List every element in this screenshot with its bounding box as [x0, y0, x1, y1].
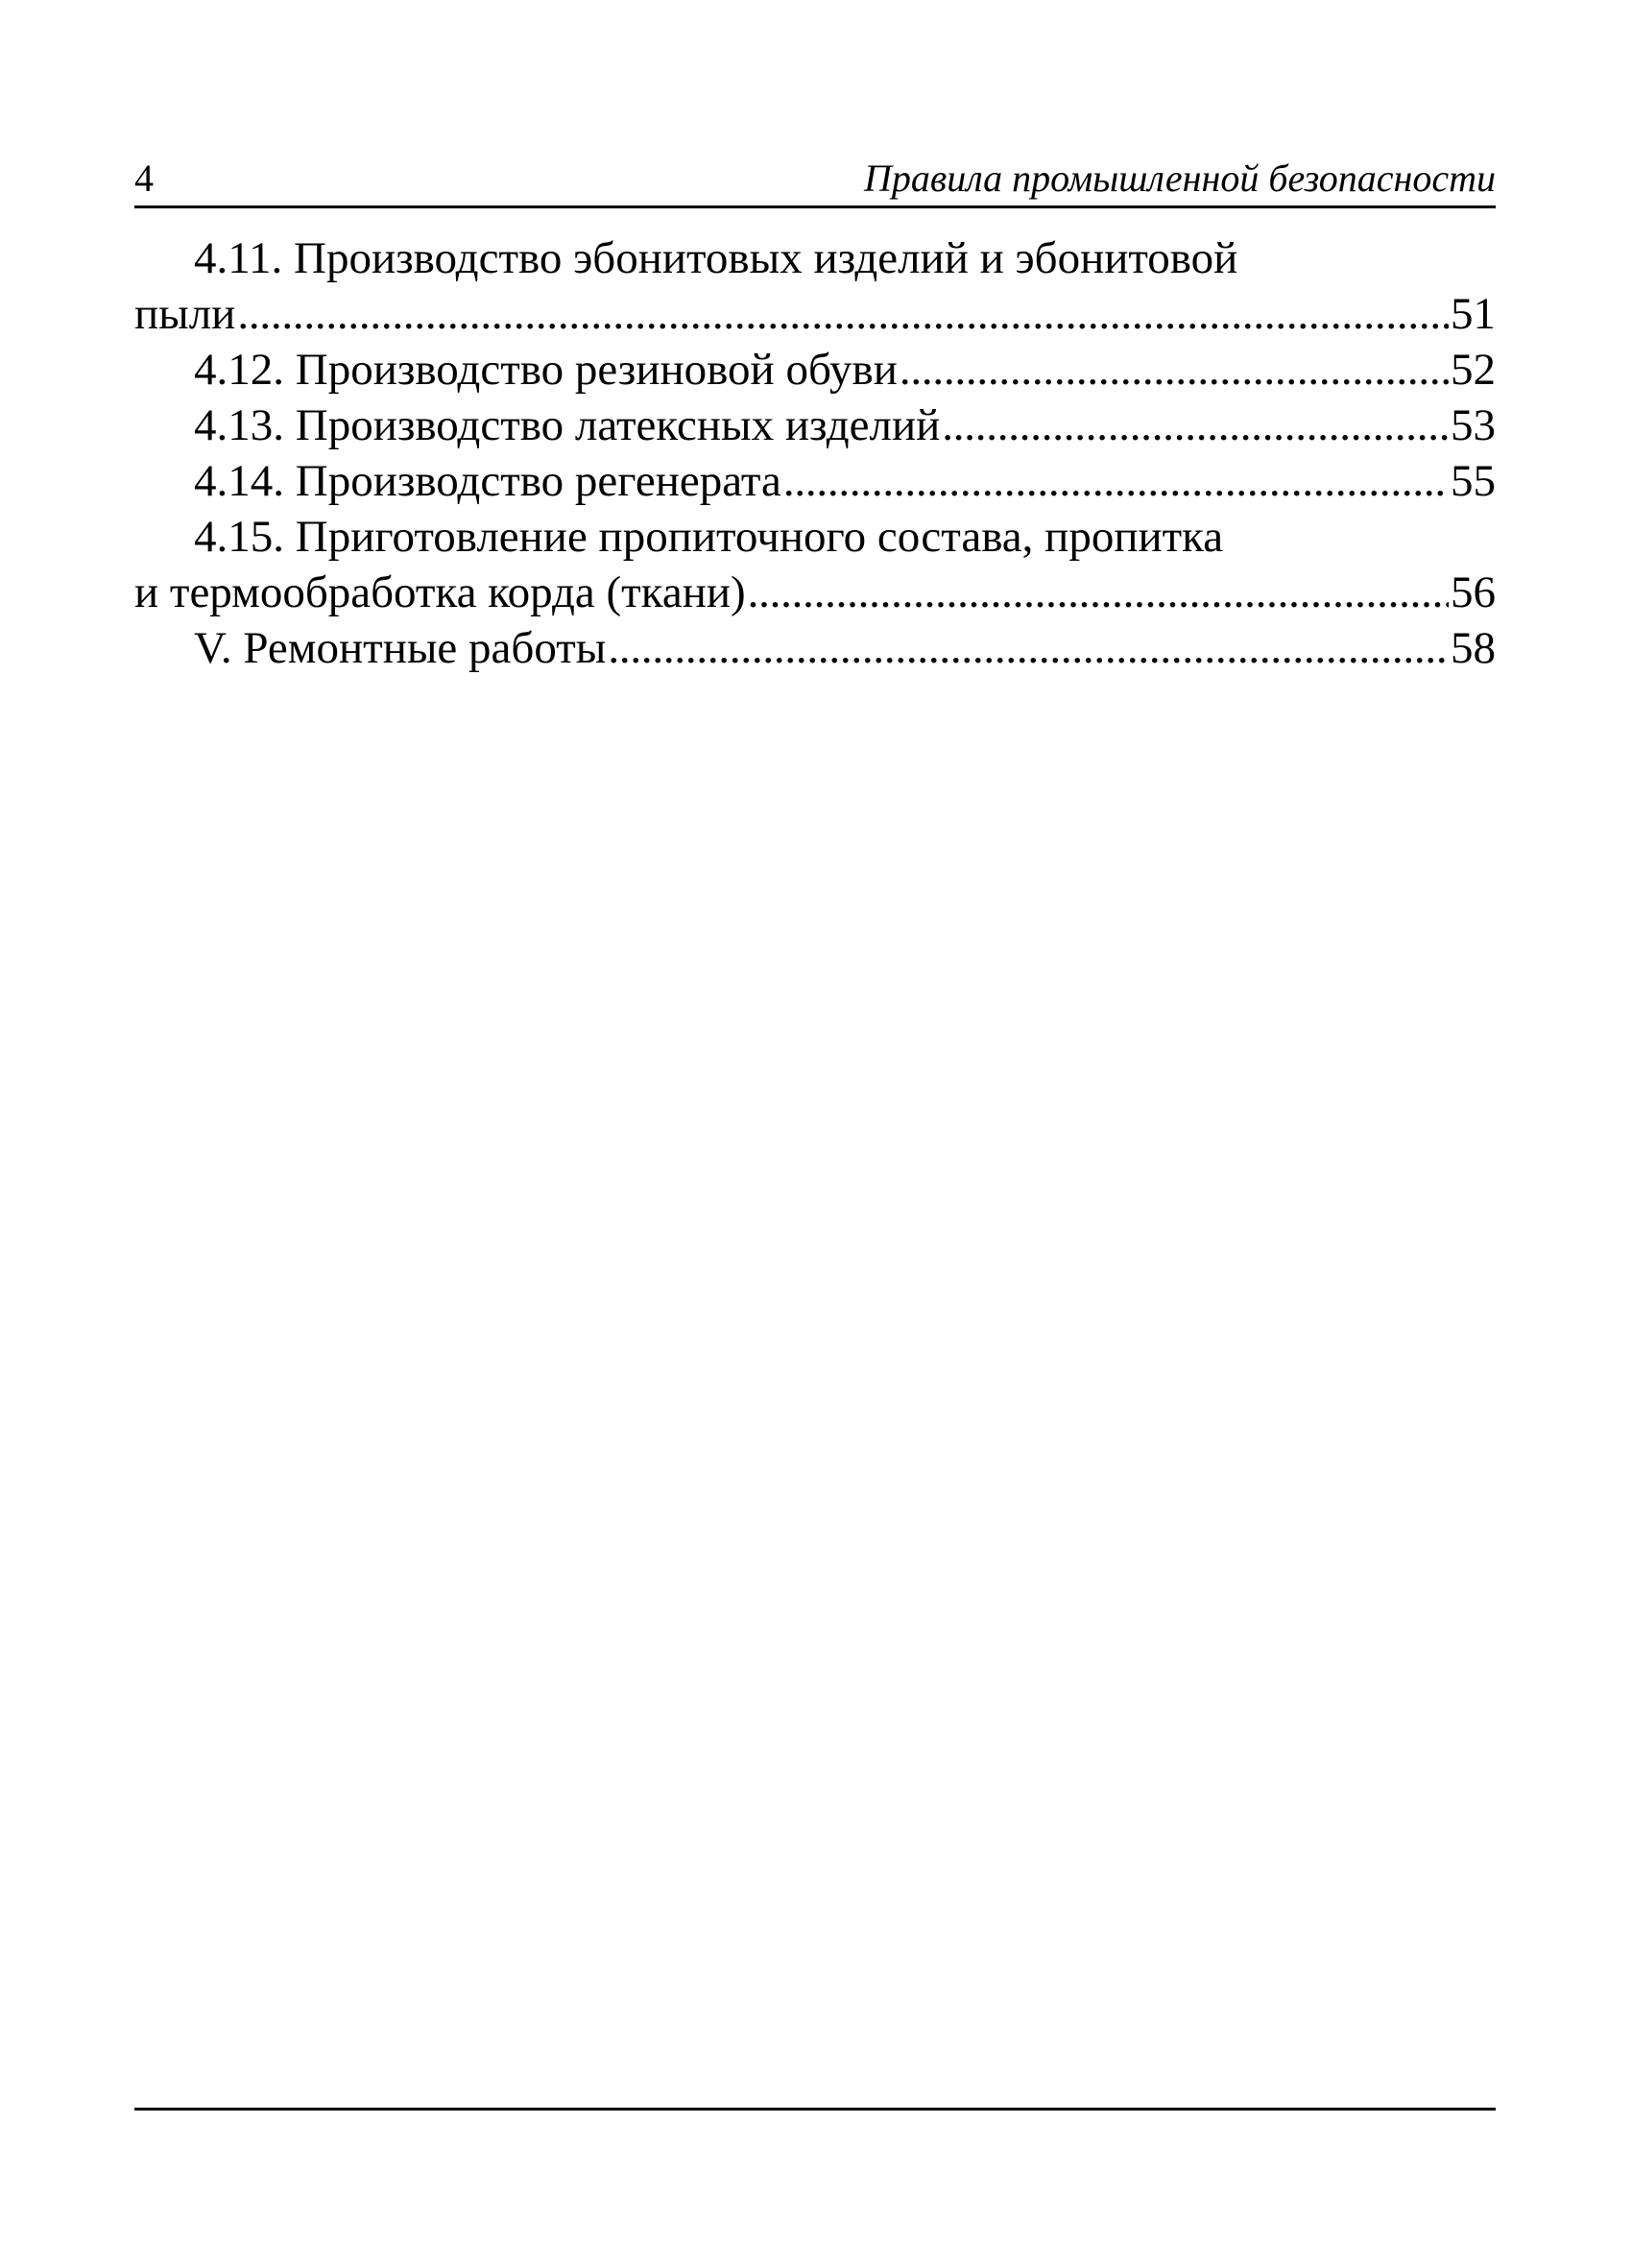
toc-entry-title: и термообработка корда (ткани) — [134, 567, 746, 617]
toc-entry-title: 4.14. Производство регенерата — [194, 456, 781, 506]
toc-entry-4-14[interactable] — [134, 453, 1496, 509]
toc-entry-4-12[interactable] — [134, 342, 1496, 398]
toc-entry-title: V. Ремонтные работы — [194, 623, 607, 673]
dot-leader — [783, 453, 1449, 509]
toc-entry-page: 53 — [1451, 400, 1496, 450]
footer-rule — [134, 2108, 1496, 2111]
toc-entry-title: 4.12. Производство резиновой обуви — [194, 345, 898, 395]
toc-entry-4-13[interactable] — [134, 398, 1496, 453]
toc-entry-4-15-line1[interactable] — [134, 509, 1496, 565]
page-header — [134, 152, 1496, 208]
toc-entry-v[interactable] — [134, 620, 1496, 676]
toc-entry-title: пыли — [134, 289, 236, 339]
dot-leader — [748, 565, 1449, 620]
toc-entry-4-15-line2[interactable] — [134, 565, 1496, 620]
dot-leader — [608, 620, 1449, 676]
toc-entry-4-11-line1[interactable] — [134, 230, 1496, 286]
dot-leader — [237, 286, 1449, 342]
toc-entry-page: 56 — [1451, 567, 1496, 617]
toc-entry-title: 4.11. Производство эбонитовых изделий и эбонитовой — [194, 233, 1238, 283]
toc-entry-page: 51 — [1451, 289, 1496, 339]
dot-leader — [900, 342, 1449, 398]
toc-entry-page: 58 — [1451, 623, 1496, 673]
toc-entry-title: 4.13. Производство латексных изделий — [194, 400, 941, 450]
toc-entry-page: 55 — [1451, 456, 1496, 506]
running-title: Правила промышленной безопасности — [863, 157, 1496, 200]
toc-entry-title: 4.15. Приготовление пропиточного состава, пропитка — [194, 512, 1224, 562]
toc-entry-4-11-line2[interactable] — [134, 286, 1496, 342]
table-of-contents — [134, 230, 1496, 676]
dot-leader — [942, 398, 1449, 453]
toc-entry-page: 52 — [1451, 345, 1496, 395]
page-number: 4 — [134, 157, 154, 200]
